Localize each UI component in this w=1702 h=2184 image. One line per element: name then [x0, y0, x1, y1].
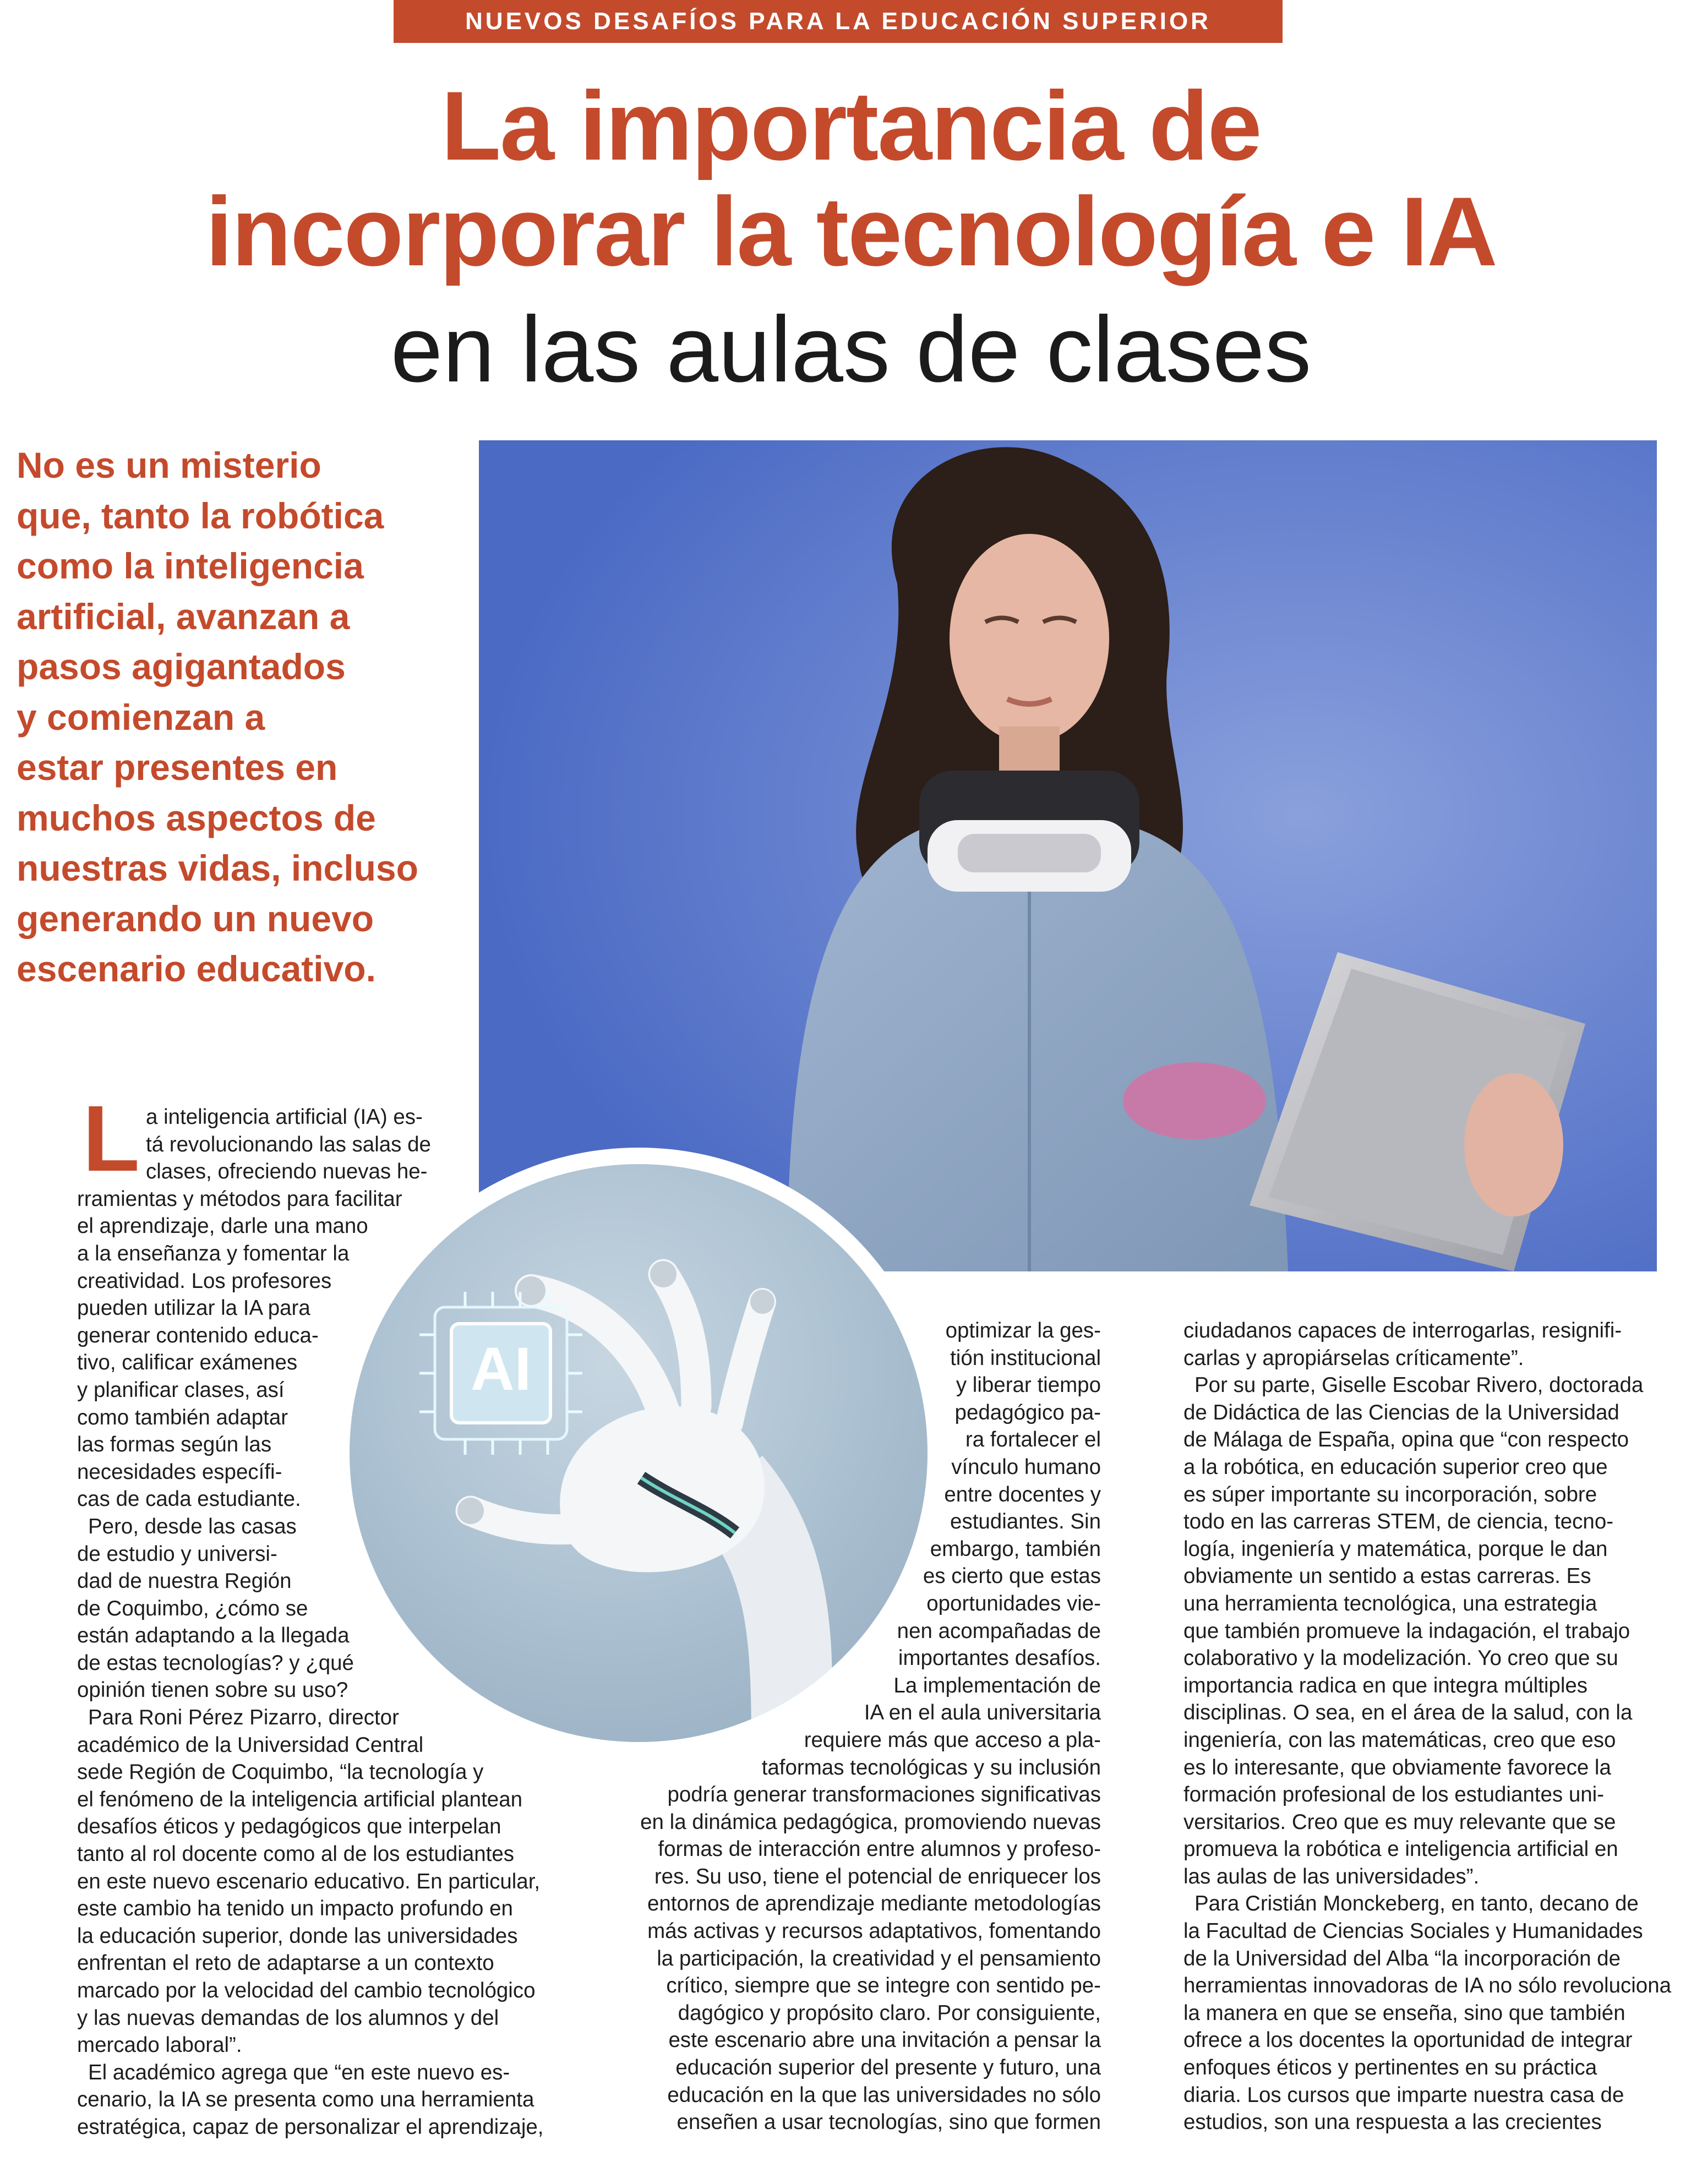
text-line: y liberar tiempo	[956, 1373, 1101, 1397]
text-line: Para Cristián Monckeberg, en tanto, decano de	[1194, 1892, 1639, 1916]
text-line: ofrece a los docentes la oportunidad de integrar	[1183, 2028, 1633, 2052]
text-line: de Coquimbo, ¿cómo se	[77, 1596, 308, 1620]
text-line: logía, ingeniería y matemática, porque le dan	[1183, 1537, 1608, 1561]
headline-line-3: en las aulas de clases	[390, 297, 1312, 402]
text-line: estudiantes. Sin	[950, 1510, 1101, 1534]
text-line: de estudio y universi-	[77, 1542, 277, 1566]
text-line: el fenómeno de la inteligencia artificial plantean	[77, 1787, 523, 1811]
headline-line-1: La importancia de	[441, 71, 1261, 181]
text-line: ingeniería, con las matemáticas, creo que eso	[1183, 1728, 1616, 1752]
lead-line: como la inteligencia	[17, 545, 364, 586]
section-kicker: NUEVOS DESAFÍOS PARA LA EDUCACIÓN SUPERIOR	[394, 0, 1283, 43]
text-line: versitarios. Creo que es muy relevante que se	[1183, 1810, 1616, 1834]
text-line: tivo, calificar exámenes	[77, 1351, 298, 1375]
lead-line: que, tanto la robótica	[17, 495, 384, 536]
text-line: estudios, son una respuesta a las crecientes	[1183, 2110, 1602, 2134]
lead-line: y comienzan a	[17, 696, 265, 738]
text-line: a la robótica, en educación superior creo que	[1183, 1455, 1608, 1479]
text-line: en este nuevo escenario educativo. En particular,	[77, 1869, 541, 1893]
text-line: más activas y recursos adaptativos, fomentando	[647, 1919, 1101, 1943]
text-line: carlas y apropiárselas críticamente”.	[1183, 1346, 1524, 1370]
robot-hand-illustration	[333, 1148, 911, 1726]
text-line: y planificar clases, así	[77, 1378, 285, 1402]
text-line: estratégica, capaz de personalizar el aprendizaje,	[77, 2115, 544, 2139]
photo-robot-hand-ai	[333, 1148, 944, 1759]
lead-paragraph	[17, 440, 473, 995]
ai-chip-label: AI	[471, 1335, 531, 1403]
lead-line: artificial, avanzan a	[17, 596, 350, 637]
text-line: Para Roni Pérez Pizarro, director	[88, 1706, 399, 1730]
text-line: este cambio ha tenido un impacto profundo en	[77, 1897, 513, 1921]
text-line: educación en la que las universidades no sólo	[667, 2083, 1101, 2107]
lead-line: muchos aspectos de	[17, 797, 376, 838]
text-line: a la enseñanza y fomentar la	[77, 1241, 350, 1265]
text-line: académico de la Universidad Central	[77, 1733, 424, 1757]
drop-cap: L	[83, 1086, 140, 1191]
text-line: importantes desafíos.	[898, 1646, 1101, 1670]
text-line: crítico, siempre que se integre con sentido pe-	[666, 1974, 1101, 1998]
photo-woman-with-tablet	[479, 440, 1657, 1271]
text-line: tá revolucionando las salas de	[146, 1132, 431, 1156]
text-line: como también adaptar	[77, 1405, 288, 1429]
text-line: oportunidades vie-	[926, 1591, 1101, 1615]
text-line: clases, ofreciendo nuevas he-	[146, 1160, 428, 1184]
text-line: obviamente un sentido a estas carreras. Es	[1183, 1564, 1591, 1588]
text-line: nen acompañadas de	[897, 1619, 1101, 1643]
text-line: embargo, también	[930, 1537, 1101, 1561]
woman-illustration	[479, 440, 1657, 1271]
text-line: res. Su uso, tiene el potencial de enriquecer los	[654, 1864, 1101, 1888]
text-line: IA en el aula universitaria	[864, 1701, 1101, 1725]
text-line: diaria. Los cursos que imparte nuestra casa de	[1183, 2083, 1624, 2107]
text-line: una herramienta tecnológica, una estrategia	[1183, 1591, 1597, 1615]
lead-line: No es un misterio	[17, 445, 321, 485]
text-line: todo en las carreras STEM, de ciencia, tecno-	[1183, 1510, 1614, 1534]
text-line: es lo interesante, que obviamente favorece la	[1183, 1755, 1611, 1779]
lead-line: pasos agigantados	[17, 646, 346, 687]
text-line: generar contenido educa-	[77, 1323, 319, 1347]
text-line: pueden utilizar la IA para	[77, 1296, 310, 1320]
text-line: herramientas innovadoras de IA no sólo revoluciona	[1183, 1974, 1672, 1998]
lead-line: estar presentes en	[17, 747, 338, 788]
text-line: de la Universidad del Alba “la incorporación de	[1183, 1946, 1621, 1970]
text-line: ciudadanos capaces de interrogarlas, resignifi-	[1183, 1319, 1622, 1342]
text-line: entre docentes y	[944, 1482, 1101, 1506]
text-line: la manera en que se enseña, sino que también	[1183, 2001, 1625, 2025]
text-line: El académico agrega que “en este nuevo es-	[88, 2060, 510, 2084]
text-line: creatividad. Los profesores	[77, 1269, 332, 1293]
text-line: colaborativo y la modelización. Yo creo que su	[1183, 1646, 1618, 1670]
lead-line: nuestras vidas, incluso	[17, 848, 418, 888]
text-line: dagógico y propósito claro. Por consiguiente,	[678, 2001, 1101, 2025]
text-line: cenario, la IA se presenta como una herramienta	[77, 2088, 534, 2112]
text-line: pedagógico pa-	[954, 1400, 1101, 1424]
text-line: la participación, la creatividad y el pensamiento	[657, 1946, 1101, 1970]
text-line: formas de interacción entre alumnos y profeso-	[658, 1837, 1101, 1861]
text-line: enfoques éticos y pertinentes en su práctica	[1183, 2056, 1597, 2080]
text-line: dad de nuestra Región	[77, 1569, 292, 1593]
text-line: las formas según las	[77, 1433, 272, 1457]
text-line: tanto al rol docente como al de los estudiantes	[77, 1842, 515, 1866]
text-line: y las nuevas demandas de los alumnos y del	[77, 2006, 499, 2030]
text-line: necesidades específi-	[77, 1460, 282, 1484]
text-line: optimizar la ges-	[945, 1319, 1101, 1342]
text-line: enseñen a usar tecnologías, sino que formen	[677, 2110, 1101, 2134]
text-line: formación profesional de los estudiantes uni-	[1183, 1783, 1605, 1807]
text-line: educación superior del presente y futuro, una	[675, 2056, 1101, 2080]
text-line: opinión tienen sobre su uso?	[77, 1678, 348, 1702]
text-line: podría generar transformaciones significativas	[667, 1783, 1101, 1807]
text-line: sede Región de Coquimbo, “la tecnología y	[77, 1760, 484, 1784]
text-line: la Facultad de Ciencias Sociales y Humanidades	[1183, 1919, 1643, 1943]
text-line: importancia radica en que integra múltiples	[1183, 1673, 1588, 1697]
text-line: requiere más que acceso a pla-	[804, 1728, 1101, 1752]
text-line: disciplinas. O sea, en el área de la salud, con la	[1183, 1701, 1633, 1725]
text-line: Pero, desde las casas	[88, 1514, 297, 1538]
text-line: tión institucional	[950, 1346, 1101, 1370]
ai-chip-icon	[419, 1292, 582, 1455]
text-line: La implementación de	[893, 1673, 1101, 1697]
text-line: de Didáctica de las Ciencias de la Universidad	[1183, 1400, 1619, 1424]
text-line: taformas tecnológicas y su inclusión	[761, 1755, 1101, 1779]
text-line: rramientas y métodos para facilitar	[77, 1187, 402, 1211]
text-line: es súper importante su incorporación, sobre	[1183, 1482, 1597, 1506]
text-line: en la dinámica pedagógica, promoviendo nuevas	[640, 1810, 1101, 1834]
text-line: a inteligencia artificial (IA) es-	[146, 1105, 423, 1129]
text-line: que también promueve la indagación, el trabajo	[1183, 1619, 1630, 1643]
text-line: mercado laboral”.	[77, 2033, 242, 2057]
lead-line: escenario educativo.	[17, 948, 376, 989]
body-column-3	[1183, 1317, 1672, 2136]
text-line: vínculo humano	[951, 1455, 1101, 1479]
text-line: ra fortalecer el	[965, 1428, 1101, 1452]
text-line: enfrentan el reto de adaptarse a un contexto	[77, 1951, 494, 1975]
lead-line: generando un nuevo	[17, 898, 374, 939]
text-line: desafíos éticos y pedagógicos que interpelan	[77, 1815, 501, 1839]
text-line: el aprendizaje, darle una mano	[77, 1214, 368, 1238]
text-line: entornos de aprendizaje mediante metodologías	[647, 1892, 1101, 1916]
headline-line-2: incorporar la tecnología e IA	[205, 177, 1497, 286]
text-line: Por su parte, Giselle Escobar Rivero, doctorada	[1194, 1373, 1644, 1397]
text-line: están adaptando a la llegada	[77, 1624, 350, 1648]
text-line: este escenario abre una invitación a pensar la	[668, 2028, 1101, 2052]
text-line: es cierto que estas	[923, 1564, 1101, 1588]
text-line: de estas tecnologías? y ¿qué	[77, 1651, 354, 1675]
text-line: la educación superior, donde las universidades	[77, 1924, 518, 1948]
text-line: de Málaga de España, opina que “con respecto	[1183, 1428, 1629, 1452]
text-line: promueva la robótica e inteligencia artificial en	[1183, 1837, 1618, 1861]
text-line: marcado por la velocidad del cambio tecnológico	[77, 1979, 536, 2002]
text-line: las aulas de las universidades”.	[1183, 1864, 1480, 1888]
text-line: cas de cada estudiante.	[77, 1487, 301, 1511]
